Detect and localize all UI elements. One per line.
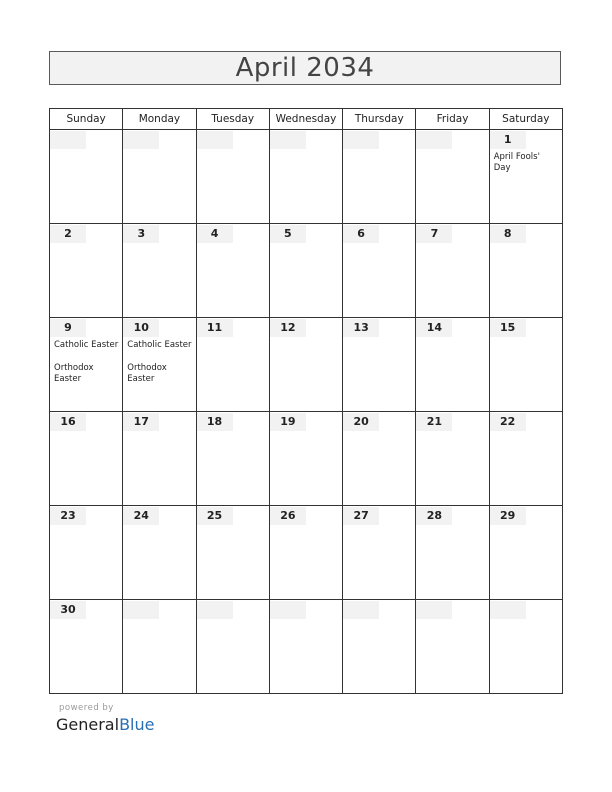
week-row (50, 600, 563, 694)
day-number (270, 319, 306, 337)
day-number (197, 507, 233, 525)
day-number-text: 7 (430, 227, 439, 240)
day-number (416, 319, 452, 337)
day-number-text: 30 (60, 603, 76, 616)
day-number-text: 19 (280, 415, 296, 428)
day-cell (489, 412, 562, 506)
day-number-text: 13 (353, 321, 369, 334)
weekday-thursday: Thursday (343, 109, 416, 130)
day-cell (416, 224, 489, 318)
day-number-text: 27 (353, 509, 369, 522)
day-cell (269, 130, 342, 224)
day-number (123, 131, 159, 149)
day-number (123, 507, 159, 525)
day-cell (123, 224, 196, 318)
day-number (343, 319, 379, 337)
day-cell (123, 318, 196, 412)
day-cell (416, 412, 489, 506)
day-cell (269, 600, 342, 694)
day-number-text: 4 (210, 227, 219, 240)
day-number (123, 601, 159, 619)
day-cell (50, 412, 123, 506)
holiday-label: Catholic Easter (54, 340, 119, 350)
day-number-text: 6 (357, 227, 365, 240)
day-number (490, 319, 526, 337)
week-row (50, 506, 563, 600)
holiday-label: April Fools' Day (493, 152, 540, 173)
day-number-text: 11 (206, 321, 223, 334)
day-cell (343, 318, 416, 412)
day-number-text: 20 (353, 415, 369, 428)
day-number (343, 413, 379, 431)
day-cell (123, 506, 196, 600)
day-number (197, 601, 233, 619)
logo-blue: Blue (119, 715, 155, 734)
holiday-label: Orthodox Easter (127, 363, 167, 384)
week-row (50, 224, 563, 318)
day-number (270, 131, 306, 149)
week-row (50, 318, 563, 412)
day-cell (196, 318, 269, 412)
day-cell (416, 130, 489, 224)
day-cell (196, 412, 269, 506)
day-number (197, 319, 233, 337)
week-row (50, 130, 563, 224)
day-number (490, 413, 526, 431)
day-number-text: 18 (206, 415, 223, 428)
day-cell (196, 506, 269, 600)
day-number (270, 413, 306, 431)
day-number-text: 26 (280, 509, 296, 522)
day-cell (50, 506, 123, 600)
day-number (416, 131, 452, 149)
day-number (343, 131, 379, 149)
day-number (123, 413, 159, 431)
day-cell (343, 412, 416, 506)
weekday-saturday: Saturday (489, 109, 562, 130)
day-number (50, 225, 86, 243)
day-number-text: 25 (206, 509, 223, 522)
day-cell (50, 600, 123, 694)
day-cell (269, 412, 342, 506)
calendar-grid (49, 108, 563, 694)
day-number (197, 413, 233, 431)
generalblue-logo (56, 715, 154, 734)
day-cell (489, 318, 562, 412)
holiday-label: Catholic Easter (127, 340, 192, 350)
day-cell (343, 130, 416, 224)
weekday-friday: Friday (416, 109, 489, 130)
day-number (343, 507, 379, 525)
day-number (490, 601, 526, 619)
day-cell (50, 318, 123, 412)
day-number-text: 28 (426, 509, 443, 522)
weekday-wednesday: Wednesday (269, 109, 342, 130)
day-cell (269, 318, 342, 412)
day-cell (50, 224, 123, 318)
day-number (50, 131, 86, 149)
calendar-title: April 2034 (235, 53, 375, 83)
day-number (343, 601, 379, 619)
day-cell (123, 130, 196, 224)
day-number (270, 225, 306, 243)
day-number-text: 9 (64, 321, 72, 334)
day-number-text: 23 (60, 509, 76, 522)
calendar-title-box (49, 51, 561, 85)
weekday-tuesday: Tuesday (196, 109, 269, 130)
day-cell (416, 318, 489, 412)
day-cell (343, 224, 416, 318)
day-number-text: 10 (133, 321, 149, 334)
day-number-text: 8 (503, 227, 512, 240)
day-number (416, 507, 452, 525)
day-number (416, 413, 452, 431)
day-number (50, 507, 86, 525)
logo-general: General (56, 715, 120, 734)
day-cell (196, 130, 269, 224)
day-number (490, 507, 526, 525)
day-number (50, 413, 86, 431)
day-number (270, 507, 306, 525)
day-number-text: 1 (503, 133, 512, 146)
weekday-monday: Monday (123, 109, 196, 130)
day-cell (416, 506, 489, 600)
day-number-text: 16 (60, 415, 76, 428)
weekday-sunday: Sunday (50, 109, 123, 130)
day-number-text: 15 (500, 321, 516, 334)
day-number-text: 29 (500, 509, 516, 522)
day-number (197, 225, 233, 243)
day-number (123, 319, 159, 337)
day-cell (489, 224, 562, 318)
day-number (416, 601, 452, 619)
day-number-text: 21 (426, 415, 443, 428)
day-number (270, 601, 306, 619)
week-row (50, 412, 563, 506)
day-number (50, 601, 86, 619)
calendar-body (50, 130, 563, 694)
day-cell (489, 600, 562, 694)
day-cell (269, 224, 342, 318)
day-cell (343, 506, 416, 600)
day-cell (50, 130, 123, 224)
brand-footer (56, 703, 154, 734)
day-cell (196, 600, 269, 694)
day-number (197, 131, 233, 149)
day-number (490, 225, 526, 243)
day-number-text: 2 (64, 227, 72, 240)
day-number-text: 5 (284, 227, 292, 240)
day-number (343, 225, 379, 243)
day-number-text: 22 (500, 415, 516, 428)
day-number (490, 131, 526, 149)
day-cell (123, 412, 196, 506)
holiday-label: Orthodox Easter (54, 363, 94, 384)
day-cell (123, 600, 196, 694)
day-number (416, 225, 452, 243)
day-cell (489, 506, 562, 600)
powered-by-text: powered by (59, 703, 114, 713)
day-number-text: 3 (137, 227, 146, 240)
day-cell (489, 130, 562, 224)
day-number (50, 319, 86, 337)
day-number (123, 225, 159, 243)
day-cell (269, 506, 342, 600)
day-cell (416, 600, 489, 694)
day-number-text: 24 (133, 509, 149, 522)
day-cell (196, 224, 269, 318)
day-cell (343, 600, 416, 694)
day-number-text: 14 (426, 321, 443, 334)
day-number-text: 17 (133, 415, 149, 428)
day-number-text: 12 (280, 321, 296, 334)
weekday-header-row (50, 109, 563, 130)
